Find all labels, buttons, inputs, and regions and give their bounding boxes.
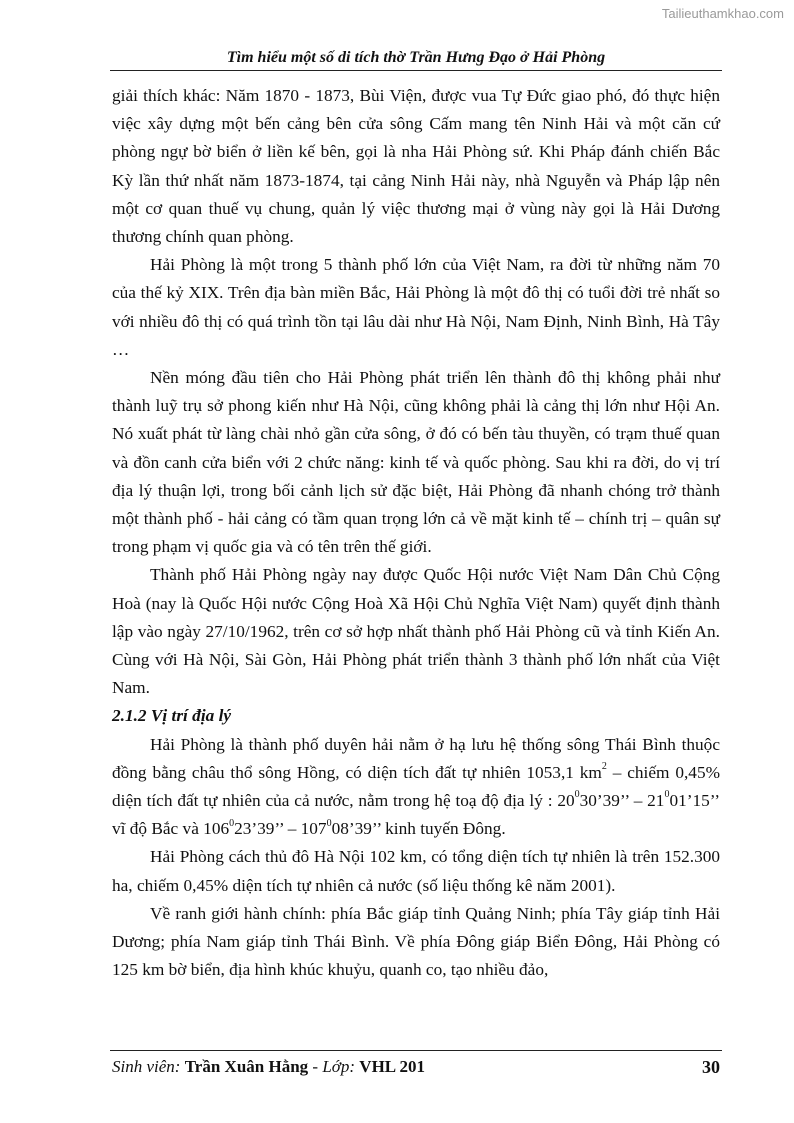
watermark: Tailieuthamkhao.com (661, 6, 784, 21)
class-label: Lớp (322, 1057, 350, 1076)
page-number: 30 (702, 1057, 720, 1077)
degree-superscript-4: 0 (326, 817, 332, 829)
degree-superscript-3: 0 (229, 817, 235, 829)
page-header-title: Tìm hiểu một số di tích thờ Trần Hưng Đạo ở Hải Phòng (226, 49, 606, 66)
p5-text-2: – chiếm 0,45% diện tích đất tự nhiên của cả nước, nằm trong hệ toạ độ địa lý : 20 (112, 762, 720, 811)
paragraph-5 (112, 731, 720, 844)
paragraph-1: giải thích khác: Năm 1870 - 1873, Bùi Viện, được vua Tự Đức giao phó, đó thực hiện việc xây dựng một bến cảng bên cửa sông Cấm mang tên Ninh Hải và một căn cứ phòng ngự bờ biển ở liền kế bên, gọi là nha Hải Phòng sứ. Khi Pháp đánh chiến Bắc Kỳ lần thứ nhất năm 1873-1874, tại cảng Ninh Hải này, nhà Nguyễn và Pháp lập nên một cơ quan thuế vụ chung, quản lý việc thương mại ở vùng này gọi là Hải Dương thương chính quan phòng. (112, 86, 720, 247)
p5-text-4: 01’15’’ vĩ độ Bắc và 106 (112, 791, 720, 839)
p5-text-1: Hải Phòng là thành phố duyên hải nằm ở hạ lưu hệ thống sông Thái Bình thuộc đồng bằng châu thổ sông Hồng, có diện tích đất tự nhiên 1053,1 km (112, 734, 720, 782)
page-footer: Sinh viên: Trần Xuân Hằng - Lớp: VHL 201 30 (112, 1057, 720, 1077)
km-superscript: 2 (601, 761, 607, 773)
p5-text-3: 30’39’’ – 21 (579, 791, 665, 811)
paragraph-6: Hải Phòng cách thủ đô Hà Nội 102 km, có tổng diện tích tự nhiên là trên 152.300 ha, chiếm 0,45% diện tích tự nhiên cả nước (số liệu thống kê năm 2001). (112, 847, 720, 895)
header-divider (110, 70, 722, 71)
degree-superscript-2: 0 (664, 789, 670, 801)
class-name: VHL 201 (359, 1057, 425, 1076)
paragraph-3: Nền móng đầu tiên cho Hải Phòng phát triển lên thành đô thị không phải như thành luỹ trụ sở phong kiến như Hà Nội, cũng không phải là cảng thị lớn như Hội An. Nó xuất phát từ làng chài nhỏ gần cửa sông, ở đó có bến tàu thuyền, có trạm thuế quan và đồn canh cửa biển với 2 chức năng: kinh tế và quốc phòng. Sau khi ra đời, do vị trí địa lý thuận lợi, trong bối cảnh lịch sử đặc biệt, Hải Phòng đã nhanh chóng trở thành một thành phố - hải cảng có tầm quan trọng lớn cả về mặt kinh tế – chính trị – quân sự trong phạm vị quốc gia và có tên trên thế giới. (112, 368, 720, 557)
p5-text-6: 08’39’’ kinh tuyến Đông. (331, 819, 506, 839)
document-body (112, 82, 720, 985)
p5-text-5: 23’39’’ – 107 (234, 819, 327, 839)
student-name: Trần Xuân Hằng (184, 1057, 309, 1076)
student-label: Sinh viên (112, 1057, 175, 1076)
section-heading: 2.1.2 Vị trí địa lý (112, 706, 232, 726)
paragraph-4: Thành phố Hải Phòng ngày nay được Quốc Hội nước Việt Nam Dân Chủ Cộng Hoà (nay là Quốc Hội nước Cộng Hoà Xã Hội Chủ Nghĩa Việt Nam) quyết định thành lập vào ngày 27/10/1962, trên cơ sở hợp nhất thành phố Hải Phòng cũ và tỉnh Kiến An. Cùng với Hà Nội, Sài Gòn, Hải Phòng phát triển thành 3 thành phố lớn nhất của Việt Nam. (112, 565, 720, 698)
paragraph-7: Về ranh giới hành chính: phía Bắc giáp tỉnh Quảng Ninh; phía Tây giáp tỉnh Hải Dương; phía Nam giáp tỉnh Thái Bình. Về phía Đông giáp Biển Đông, Hải Phòng có 125 km bờ biển, địa hình khúc khuỷu, quanh co, tạo nhiều đảo, (112, 903, 720, 980)
degree-superscript-1: 0 (574, 789, 580, 801)
footer-divider (110, 1050, 722, 1051)
paragraph-2: Hải Phòng là một trong 5 thành phố lớn của Việt Nam, ra đời từ những năm 70 của thế kỷ XIX. Trên địa bàn miền Bắc, Hải Phòng là một đô thị có tuổi đời trẻ nhất so với nhiều đô thị có quá trình tồn tại lâu dài như Hà Nội, Nam Định, Ninh Bình, Hà Tây … (112, 255, 720, 359)
